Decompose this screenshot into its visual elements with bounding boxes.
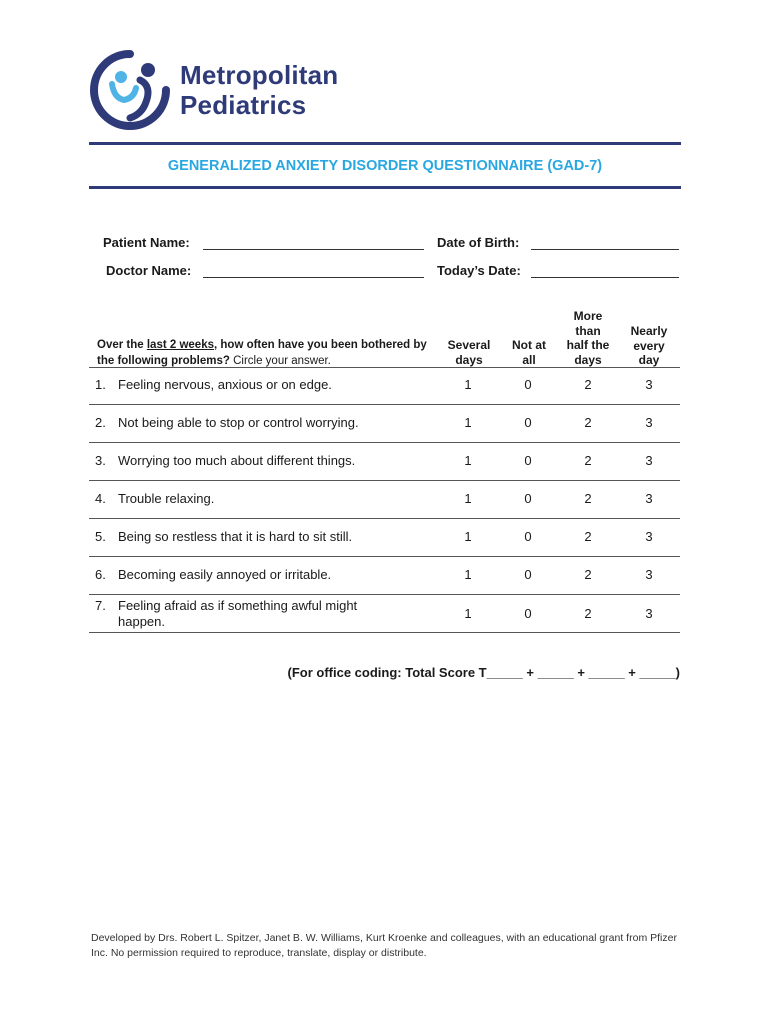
question-number: 2. [95, 415, 106, 430]
answer-option[interactable]: 2 [584, 529, 592, 544]
answer-option[interactable]: 3 [645, 491, 653, 506]
logo-line-2: Pediatrics [180, 90, 307, 120]
answer-option[interactable]: 0 [524, 415, 532, 430]
column-header-several-days [441, 338, 497, 367]
answer-option[interactable]: 1 [464, 415, 472, 430]
question-text: Becoming easily annoyed or irritable. [118, 567, 332, 582]
answer-option[interactable]: 2 [584, 415, 592, 430]
answer-option[interactable]: 0 [524, 453, 532, 468]
col-line: days [574, 352, 602, 367]
answer-option[interactable]: 2 [584, 567, 592, 582]
answer-option[interactable]: 1 [464, 491, 472, 506]
question-number: 4. [95, 491, 106, 506]
row-divider [89, 632, 680, 633]
question-text: Worrying too much about different things. [118, 453, 356, 468]
column-header-not-at-all [501, 338, 557, 367]
answer-option[interactable]: 1 [464, 606, 472, 621]
answer-option[interactable]: 3 [645, 567, 653, 582]
answer-option[interactable]: 0 [524, 567, 532, 582]
col-line: all [522, 352, 536, 367]
answer-option[interactable]: 1 [464, 567, 472, 582]
answer-option[interactable]: 2 [584, 606, 592, 621]
answer-option[interactable]: 1 [464, 453, 472, 468]
row-divider [89, 442, 680, 443]
answer-option[interactable]: 3 [645, 606, 653, 621]
logo-text [180, 60, 338, 120]
col-line: Nearly [630, 324, 668, 338]
column-header-nearly-every-day [621, 324, 677, 368]
col-line: day [638, 353, 660, 367]
answer-option[interactable]: 0 [524, 606, 532, 621]
patient-name-label: Patient Name: [103, 235, 190, 250]
col-line: Not at [512, 338, 546, 352]
question-number: 6. [95, 567, 106, 582]
question-number: 7. [95, 598, 106, 613]
row-divider [89, 518, 680, 519]
date-of-birth-label: Date of Birth: [437, 235, 520, 250]
question-header-period: last 2 weeks [146, 339, 214, 351]
col-line: every [633, 338, 665, 353]
column-header-more-than-half [560, 309, 616, 367]
row-divider [89, 404, 680, 405]
answer-option[interactable]: 2 [584, 377, 592, 392]
row-divider [89, 594, 680, 595]
answer-option[interactable]: 3 [645, 453, 653, 468]
doctor-name-field[interactable] [203, 277, 424, 278]
question-text: Being so restless that it is hard to sit still. [118, 529, 353, 544]
doctor-name-label: Doctor Name: [106, 263, 192, 278]
answer-option[interactable]: 3 [645, 529, 653, 544]
answer-option[interactable]: 0 [524, 529, 532, 544]
logo-mark-icon [90, 50, 170, 130]
todays-date-label: Today’s Date: [437, 263, 521, 278]
logo [90, 50, 370, 130]
question-header-prefix: Over the [97, 339, 147, 351]
todays-date-field[interactable] [531, 277, 679, 278]
answer-option[interactable]: 2 [584, 491, 592, 506]
answer-option[interactable]: 0 [524, 377, 532, 392]
col-line: More [573, 309, 603, 323]
question-text: Not being able to stop or control worrying. [118, 415, 359, 430]
office-coding-total: (For office coding: Total Score T_____ + _____ + _____ + _____) [287, 665, 680, 680]
logo-line-1: Metropolitan [180, 60, 339, 90]
patient-name-field[interactable] [203, 249, 424, 250]
question-text: Feeling afraid as if something awful might happen. [118, 598, 358, 629]
row-divider [89, 556, 680, 557]
footer-credits: Developed by Drs. Robert L. Spitzer, Janet B. W. Williams, Kurt Kroenke and colleagues, with an educational grant from Pfizer Inc. No permission required to reproduce, translate, display or distribute. [91, 932, 677, 959]
answer-option[interactable]: 3 [645, 415, 653, 430]
title-rule-top [89, 142, 681, 145]
question-text: Trouble relaxing. [118, 491, 215, 506]
col-line: Several [447, 338, 491, 352]
answer-option[interactable]: 2 [584, 453, 592, 468]
question-number: 1. [95, 377, 106, 392]
form-title: GENERALIZED ANXIETY DISORDER QUESTIONNAIRE (GAD-7) [167, 158, 603, 174]
question-number: 5. [95, 529, 106, 544]
question-header-instruction: Circle your answer. [229, 355, 331, 367]
question-header [97, 337, 437, 369]
row-divider [89, 480, 680, 481]
question-header-middle: , how often have you been bothered by the following problems? [97, 339, 427, 367]
col-line: than [575, 323, 601, 338]
answer-option[interactable]: 1 [464, 529, 472, 544]
answer-option[interactable]: 3 [645, 377, 653, 392]
question-text: Feeling nervous, anxious or on edge. [118, 377, 332, 392]
question-number: 3. [95, 453, 106, 468]
col-line: half the [566, 338, 610, 352]
answer-option[interactable]: 0 [524, 491, 532, 506]
date-of-birth-field[interactable] [531, 249, 679, 250]
table-header-divider [89, 367, 680, 368]
col-line: days [455, 352, 483, 367]
title-rule-bottom [89, 186, 681, 189]
answer-option[interactable]: 1 [464, 377, 472, 392]
